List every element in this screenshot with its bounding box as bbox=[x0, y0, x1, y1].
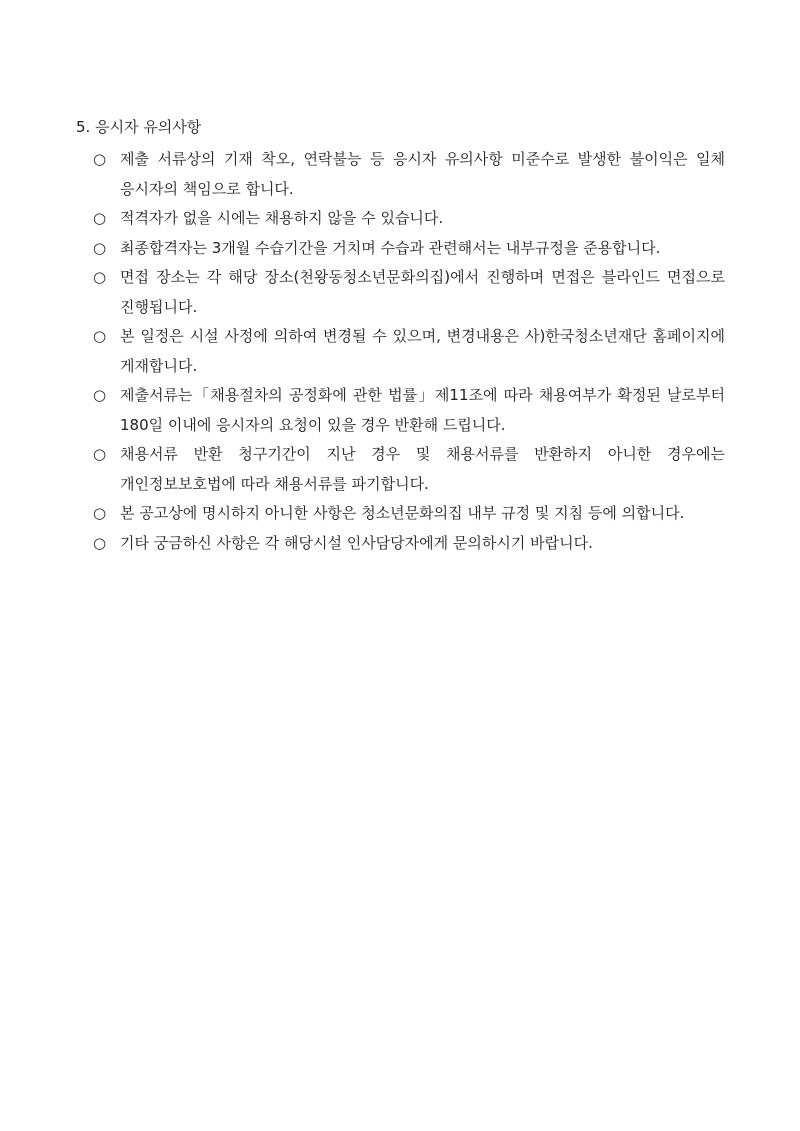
circle-bullet-icon: ○ bbox=[93, 268, 107, 286]
list-item bbox=[93, 499, 725, 529]
circle-bullet-icon: ○ bbox=[93, 504, 107, 522]
circle-bullet-icon: ○ bbox=[93, 445, 107, 463]
circle-bullet-icon: ○ bbox=[93, 209, 107, 227]
circle-bullet-icon: ○ bbox=[93, 327, 107, 345]
notice-list bbox=[93, 145, 725, 558]
section-heading: 5. 응시자 유의사항 bbox=[76, 118, 202, 136]
list-item bbox=[93, 322, 725, 381]
circle-bullet-icon: ○ bbox=[93, 533, 107, 552]
list-item bbox=[93, 234, 725, 264]
list-item-text: 채용서류 반환 청구기간이 지난 경우 및 채용서류를 반환하지 아니한 경우에는 개인정보보호법에 따라 채용서류를 파기합니다. bbox=[120, 445, 725, 493]
circle-bullet-icon: ○ bbox=[93, 386, 107, 404]
list-item bbox=[93, 381, 725, 440]
circle-bullet-icon: ○ bbox=[93, 150, 107, 168]
list-item-text: 본 공고상에 명시하지 아니한 사항은 청소년문화의집 내부 규정 및 지침 등에 의합니다. bbox=[120, 504, 685, 522]
list-item-text: 적격자가 없을 시에는 채용하지 않을 수 있습니다. bbox=[120, 209, 444, 227]
list-item bbox=[93, 263, 725, 322]
list-item bbox=[93, 145, 725, 204]
list-item-text: 제출 서류상의 기재 착오, 연락불능 등 응시자 유의사항 미준수로 발생한 불이익은 일체 응시자의 책임으로 합니다. bbox=[120, 150, 725, 198]
list-item-text: 면접 장소는 각 해당 장소(천왕동청소년문화의집)에서 진행하며 면접은 블라인드 면접으로 진행됩니다. bbox=[120, 268, 725, 316]
list-item-text: 제출서류는「채용절차의 공정화에 관한 법률」제11조에 따라 채용여부가 확정된 날로부터 180일 이내에 응시자의 요청이 있을 경우 반환해 드립니다. bbox=[120, 386, 725, 434]
circle-bullet-icon: ○ bbox=[93, 238, 107, 257]
list-item-text: 기타 궁금하신 사항은 각 해당시설 인사담당자에게 문의하시기 바랍니다. bbox=[120, 533, 593, 552]
list-item bbox=[93, 204, 725, 234]
list-item-text: 최종합격자는 3개월 수습기간을 거치며 수습과 관련해서는 내부규정을 준용합니다. bbox=[120, 238, 661, 257]
list-item bbox=[93, 440, 725, 499]
list-item bbox=[93, 529, 725, 559]
list-item-text: 본 일정은 시설 사정에 의하여 변경될 수 있으며, 변경내용은 사)한국청소년재단 홈페이지에 게재합니다. bbox=[120, 327, 725, 375]
